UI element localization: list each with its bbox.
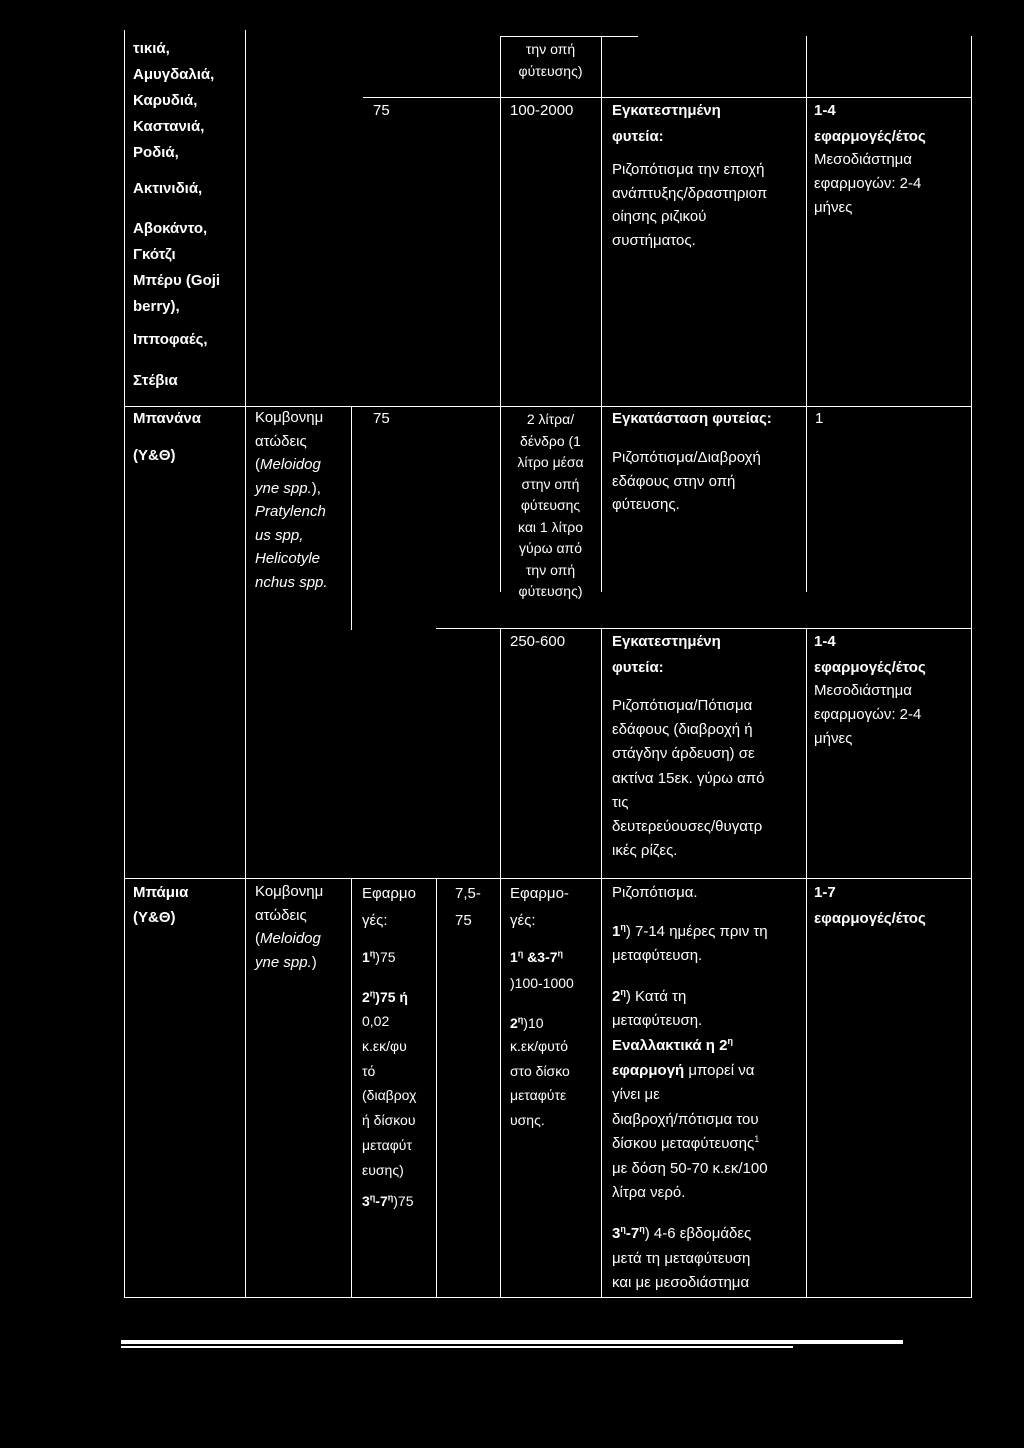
row1-method-text: Ριζοπότισμα την εποχή ανάπτυξης/δραστηριοπ οίησης ριζικού συστήματος. (612, 161, 768, 249)
bamia-phi-label: Εφαρμο γές: (362, 885, 416, 929)
row-line-bamia (124, 878, 972, 879)
banana-apps: 1 (815, 410, 824, 427)
row1-phi: 75 (373, 102, 390, 119)
bamia-phi-1: $1^\eta)75$ (362, 948, 396, 965)
col-sep-phi-bamia (436, 878, 437, 1298)
banana-method-text: Ριζοπότισμα/Διαβροχή εδάφους στην οπή φύτευσης. (612, 449, 761, 513)
crop-avokado-goji: Αβοκάντο, Γκότζι Μπέρυ (Goji berry), (133, 220, 221, 315)
col-sep-dose-mid (500, 628, 501, 1298)
bamia-crop: Μπάμια (Υ&Θ) (133, 884, 189, 926)
banana-crop: Μπανάνα (133, 410, 201, 427)
top-dose-tail: την οπή φύτευσης) (518, 41, 583, 79)
banana-dose-2: 250-600 (510, 633, 566, 650)
row-top-line (500, 36, 638, 37)
row1-apps-title: 1-4 εφαρμογές/έτος (814, 102, 926, 145)
bamia-dose-label: Εφαρμο- γές: (510, 885, 569, 929)
banana-apps-2-title: 1-4 εφαρμογές/έτος (814, 633, 926, 676)
col-sep-pest-banana (351, 406, 352, 630)
bamia-dose-2: $2^\eta)10$ (510, 1014, 544, 1031)
crop-aktinidia: Ακτινιδιά, (133, 180, 203, 197)
bamia-phi-3: $3^\eta-7^\eta)75$ (362, 1192, 414, 1209)
col-sep-method-top (601, 36, 602, 592)
col-sep-apps-mid (806, 628, 807, 1298)
col-sep-apps-top (806, 36, 807, 592)
banana-method-2-title: Εγκατεστημένη φυτεία: (612, 633, 721, 676)
crop-stevia: Στέβια (133, 372, 178, 389)
bamia-pest: Κομβονημ ατώδεις (Meloidog yne spp.) (255, 883, 324, 971)
footnote-separator-thin (121, 1346, 793, 1348)
row1-dose: 100-2000 (510, 102, 574, 119)
table-border-bottom (124, 1297, 972, 1298)
bamia-dose-1: $1^\eta$ $\&3-7^\eta$ (510, 948, 564, 965)
crop-ippofaes: Ιπποφαές, (133, 331, 208, 348)
banana-pest: Κομβονημ ατώδεις (Meloidog yne spp.), Pratylench us spp, Helicotyle nchus spp. (255, 409, 328, 591)
crop-list-top: τικιά, Αμυγδαλιά, Καρυδιά, Καστανιά, Ροδιά, (133, 40, 215, 161)
row1-method-title: Εγκατεστημένη φυτεία: (612, 102, 721, 145)
table-border-right (971, 36, 972, 1298)
footnote-separator-thick (121, 1340, 903, 1344)
bamia-method-2: $2^\eta$) Κατά τη μεταφύτευση. (612, 987, 703, 1029)
bamia-method-1: $1^\eta$) 7-14 ημέρες πριν τη μεταφύτευση. (612, 922, 768, 964)
col-sep-pest-bamia (351, 878, 352, 1298)
bamia-method-3: $3^\eta-7^\eta$) 4-6 εβδομάδες μετά τη μεταφύτευση και με μεσοδιάστημα (612, 1224, 752, 1291)
banana-crop-tag: (Υ&Θ) (133, 447, 176, 464)
banana-method-2-text: Ριζοπότισμα/Πότισμα εδάφους (διαβροχή ή στάγδην άρδευση) σε ακτίνα 15εκ. γύρω από τις δευτερεύουσες/θυγατρ ικές ρίζες. (612, 697, 765, 860)
col-sep-method-mid (601, 628, 602, 1298)
bamia-phi-2: $2^\eta)75$ ή (362, 988, 408, 1005)
bamia-dose-1-value: )100-1000 (510, 975, 574, 991)
banana-phi: 75 (373, 410, 390, 427)
bamia-ph: 7,5- 75 (455, 885, 481, 929)
banana-dose: 2 λίτρα/ δένδρο (1 λίτρο μέσα στην οπή φύτευσης και 1 λίτρο γύρω από την οπή φύτευσης) (517, 411, 584, 599)
bamia-apps-title: 1-7 εφαρμογές/έτος (814, 884, 926, 927)
table-border-left (124, 30, 125, 1298)
banana-method-title: Εγκατάσταση φυτείας: (612, 410, 772, 427)
bamia-method-title: Ριζοπότισμα. (612, 884, 698, 901)
bamia-phi-2-text: 0,02 κ.εκ/φυ τό (διαβροχ ή δίσκου μεταφύτ ευσης) (362, 1013, 417, 1178)
banana-apps-2-text: Μεσοδιάστημα εφαρμογών: 2-4 μήνες (814, 682, 922, 747)
bamia-dose-2-text: κ.εκ/φυτό στο δίσκο μεταφύτε υσης. (510, 1038, 570, 1128)
bamia-method-alt: Εναλλακτικά η $2^\eta$ εφαρμογή μπορεί να γίνει με διαβροχή/πότισμα του δίσκου μεταφύτευσης$^1$ με δόση 50-70 κ.εκ/100 λίτρα νερό. (612, 1036, 768, 1201)
col-sep-crop (245, 30, 246, 1298)
row-line-banana (124, 406, 972, 407)
row1-apps-text: Μεσοδιάστημα εφαρμογών: 2-4 μήνες (814, 151, 922, 216)
